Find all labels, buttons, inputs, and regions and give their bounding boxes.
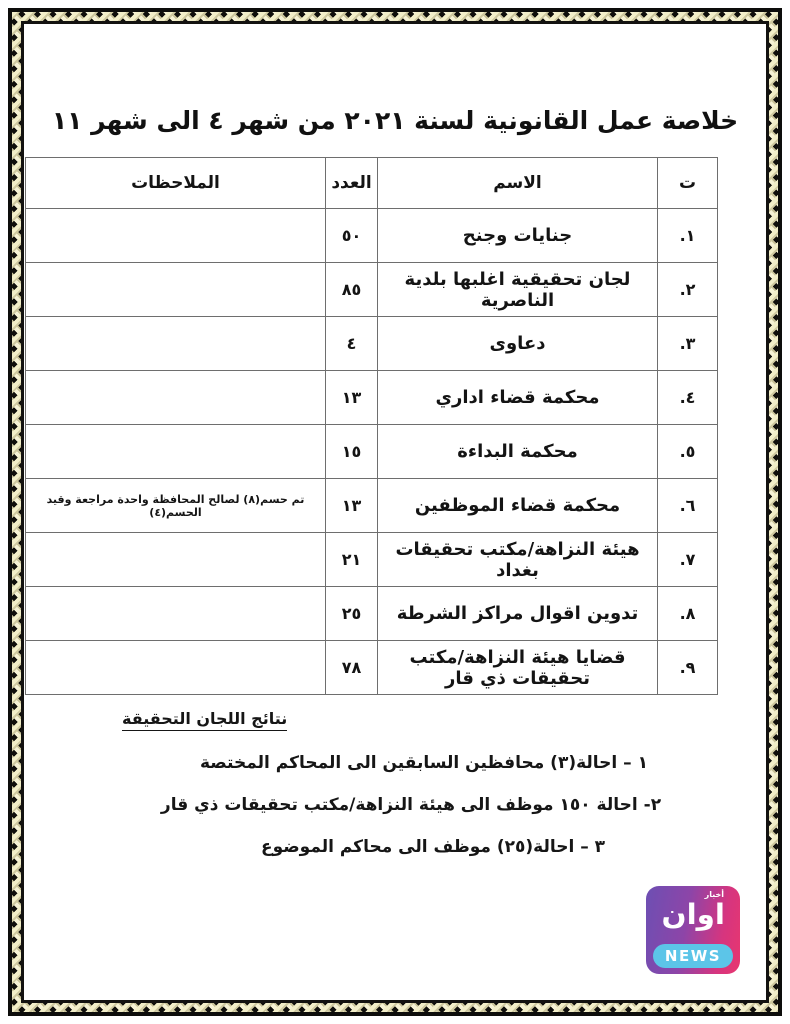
cell-count: ٨٥: [326, 263, 378, 317]
list-item: ١ – احالة(٣) محافظين السابقين الى المحاكم المختصة: [200, 753, 648, 773]
table-row: [26, 263, 718, 317]
cell-index: ٣.: [658, 317, 718, 371]
column-header-name: الاسم: [378, 158, 658, 209]
cell-index: ٥.: [658, 425, 718, 479]
table-body: [26, 209, 718, 695]
cell-name: محكمة البداءة: [378, 425, 658, 479]
cell-notes: تم حسم(٨) لصالح المحافظة واحدة مراجعة وقيد الحسم(٤): [26, 479, 326, 533]
cell-name: تدوين اقوال مراكز الشرطة: [378, 587, 658, 641]
cell-index: ٧.: [658, 533, 718, 587]
logo-tagline: أخبار: [704, 890, 724, 899]
cell-count: ٧٨: [326, 641, 378, 695]
cell-index: ٩.: [658, 641, 718, 695]
cell-index: ٦.: [658, 479, 718, 533]
table-row: [26, 425, 718, 479]
table-row: [26, 587, 718, 641]
table-header: [26, 158, 718, 209]
decorative-border-inner: [21, 21, 769, 1003]
cell-notes: [26, 641, 326, 695]
cell-name: جنايات وجنح: [378, 209, 658, 263]
table-header-row: [26, 158, 718, 209]
cell-count: ١٣: [326, 371, 378, 425]
summary-table: [25, 157, 718, 695]
logo-top-section: [646, 886, 740, 944]
cell-notes: [26, 371, 326, 425]
results-list: [74, 753, 716, 857]
logo-wordmark: اوان: [661, 898, 725, 931]
cell-notes: [26, 317, 326, 371]
column-header-notes: الملاحظات: [26, 158, 326, 209]
cell-count: ٥٠: [326, 209, 378, 263]
results-heading: [122, 709, 716, 731]
table-row: [26, 317, 718, 371]
table-row: [26, 641, 718, 695]
table-row: [26, 371, 718, 425]
table-row: [26, 209, 718, 263]
document-content: [46, 50, 740, 974]
cell-count: ١٣: [326, 479, 378, 533]
decorative-rope-pattern: [12, 12, 778, 1012]
decorative-border-outer: [8, 8, 782, 1016]
cell-name: محكمة قضاء اداري: [378, 371, 658, 425]
cell-name: قضايا هيئة النزاهة/مكتب تحقيقات ذي قار: [378, 641, 658, 695]
cell-notes: [26, 209, 326, 263]
cell-name: هيئة النزاهة/مكتب تحقيقات بغداد: [378, 533, 658, 587]
table-row: [26, 479, 718, 533]
cell-name: لجان تحقيقية اغلبها بلدية الناصرية: [378, 263, 658, 317]
paper-sheet: [24, 24, 766, 1000]
cell-count: ٢٥: [326, 587, 378, 641]
summary-table-container: [46, 157, 740, 695]
column-header-index: ت: [658, 158, 718, 209]
results-section: [50, 709, 740, 857]
results-heading-text: نتائج اللجان التحقيقة: [122, 709, 287, 731]
cell-count: ١٥: [326, 425, 378, 479]
cell-name: محكمة قضاء الموظفين: [378, 479, 658, 533]
cell-name: دعاوى: [378, 317, 658, 371]
page-title: خلاصة عمل القانونية لسنة ٢٠٢١ من شهر ٤ الى شهر ١١: [51, 106, 739, 135]
cell-count: ٤: [326, 317, 378, 371]
cell-count: ٢١: [326, 533, 378, 587]
cell-notes: [26, 263, 326, 317]
cell-notes: [26, 533, 326, 587]
logo-news-badge: NEWS: [653, 944, 733, 968]
table-row: [26, 533, 718, 587]
list-item: ٢- احالة ١٥٠ موظف الى هيئة النزاهة/مكتب تحقيقات ذي قار: [160, 795, 662, 815]
cell-index: ١.: [658, 209, 718, 263]
cell-index: ٢.: [658, 263, 718, 317]
cell-index: ٨.: [658, 587, 718, 641]
cell-index: ٤.: [658, 371, 718, 425]
awan-news-logo: [646, 886, 740, 974]
cell-notes: [26, 587, 326, 641]
list-item: ٣ – احالة(٢٥) موظف الى محاكم الموضوع: [260, 837, 606, 857]
column-header-count: العدد: [326, 158, 378, 209]
cell-notes: [26, 425, 326, 479]
